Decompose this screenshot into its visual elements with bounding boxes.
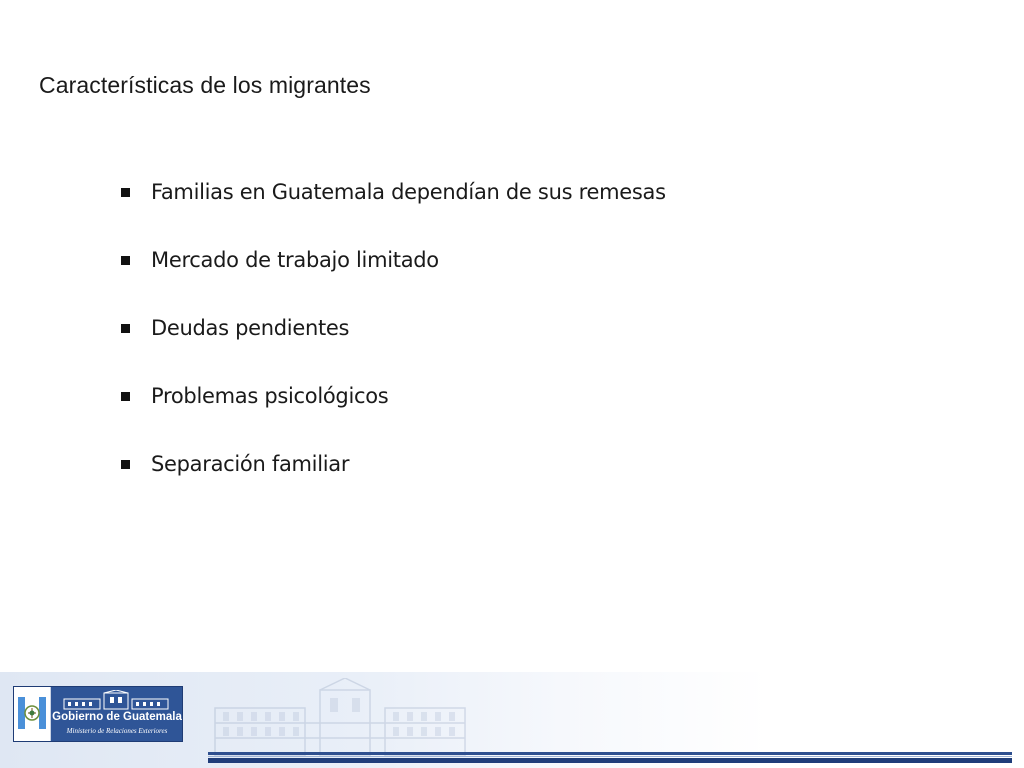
logo-title: Gobierno de Guatemala	[52, 711, 182, 723]
square-bullet-icon	[121, 188, 130, 197]
list-item	[121, 172, 666, 212]
bullet-text: Problemas psicológicos	[151, 384, 389, 408]
bullet-text: Familias en Guatemala dependían de sus remesas	[151, 180, 666, 204]
bullet-text: Separación familiar	[151, 452, 350, 476]
gobierno-de-guatemala-logo	[13, 686, 183, 742]
footer-stripe	[208, 756, 1012, 757]
logo-subtitle: Ministerio de Relaciones Exteriores	[66, 727, 168, 735]
square-bullet-icon	[121, 256, 130, 265]
list-item	[121, 444, 666, 484]
list-item	[121, 308, 666, 348]
list-item	[121, 376, 666, 416]
bullet-list	[121, 172, 666, 512]
palace-watermark-icon	[205, 678, 475, 758]
square-bullet-icon	[121, 324, 130, 333]
slide-footer	[0, 672, 1024, 768]
guatemala-coat-of-arms-icon	[14, 687, 51, 741]
square-bullet-icon	[121, 392, 130, 401]
list-item	[121, 240, 666, 280]
palace-logo-icon	[54, 690, 178, 710]
footer-stripe	[208, 752, 1012, 755]
bullet-text: Mercado de trabajo limitado	[151, 248, 439, 272]
slide-title: Características de los migrantes	[39, 72, 371, 98]
footer-stripe	[208, 758, 1012, 763]
bullet-text: Deudas pendientes	[151, 316, 350, 340]
square-bullet-icon	[121, 460, 130, 469]
